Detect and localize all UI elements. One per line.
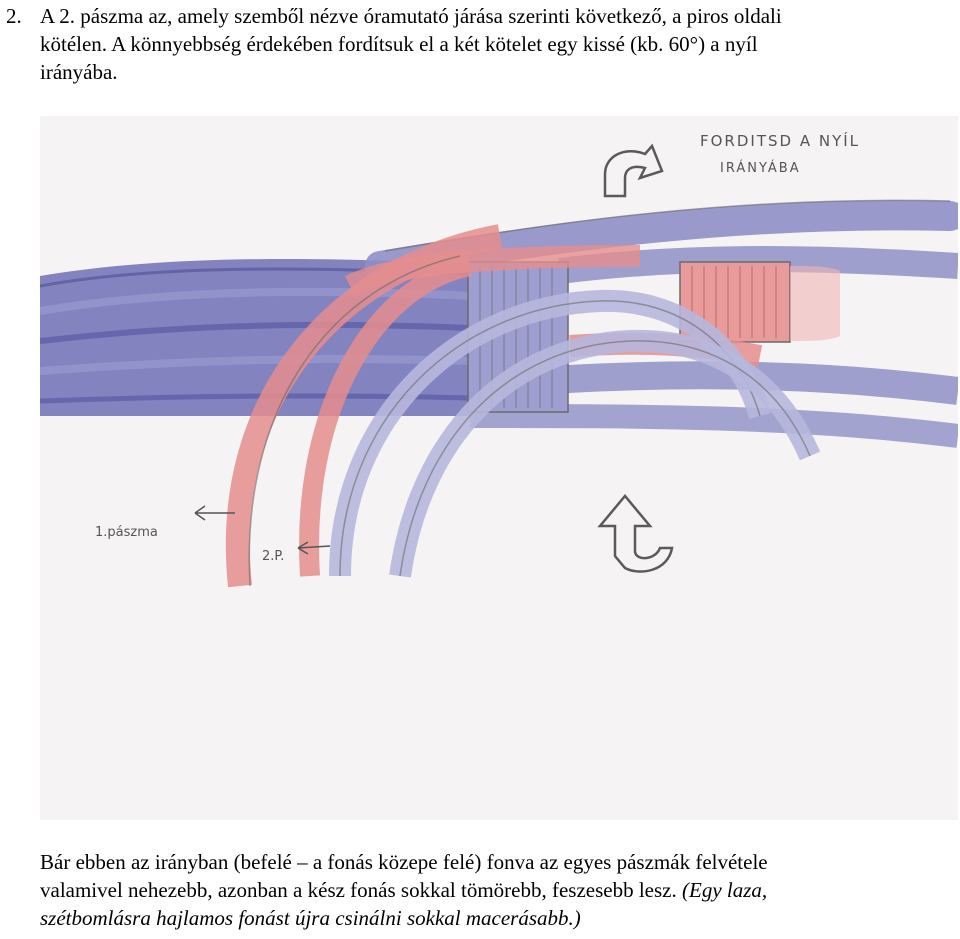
paragraph-bottom-line-2: valamivel nehezebb, azonban a kész fonás sokkal tömörebb, feszesebb lesz. (Egy laza, xyxy=(40,878,768,902)
paragraph-top-line-2: kötélen. A könnyebbség érdekében fordítsuk el a két kötelet egy kissé (kb. 60°) a nyíl xyxy=(40,32,758,56)
paragraph-bottom-line-1: Bár ebben az irányban (befelé – a fonás közepe felé) fonva az egyes pászmák felvétele xyxy=(40,850,768,874)
arrow-label-line-1: FORDITSD A NYÍL xyxy=(700,132,861,150)
label-strand-1: 1.pászma xyxy=(95,525,158,540)
paragraph-top-line-3: irányába. xyxy=(40,60,118,84)
label-strand-2: 2.P. xyxy=(262,549,285,564)
paragraph-top-line-1: 2. A 2. pászma az, amely szemből nézve óramutató járása szerinti következő, a piros oldali xyxy=(6,4,782,28)
paragraph-top xyxy=(6,2,956,86)
arrow-label-line-2: IRÁNYÁBA xyxy=(720,161,801,176)
paragraph-bottom xyxy=(40,848,955,932)
paragraph-bottom-line-3: szétbomlásra hajlamos fonást újra csinálni sokkal macerásabb.) xyxy=(40,906,581,930)
rope-drawing-figure xyxy=(40,116,958,820)
rope-drawing-svg xyxy=(40,116,958,820)
list-number: 2. xyxy=(6,4,22,28)
